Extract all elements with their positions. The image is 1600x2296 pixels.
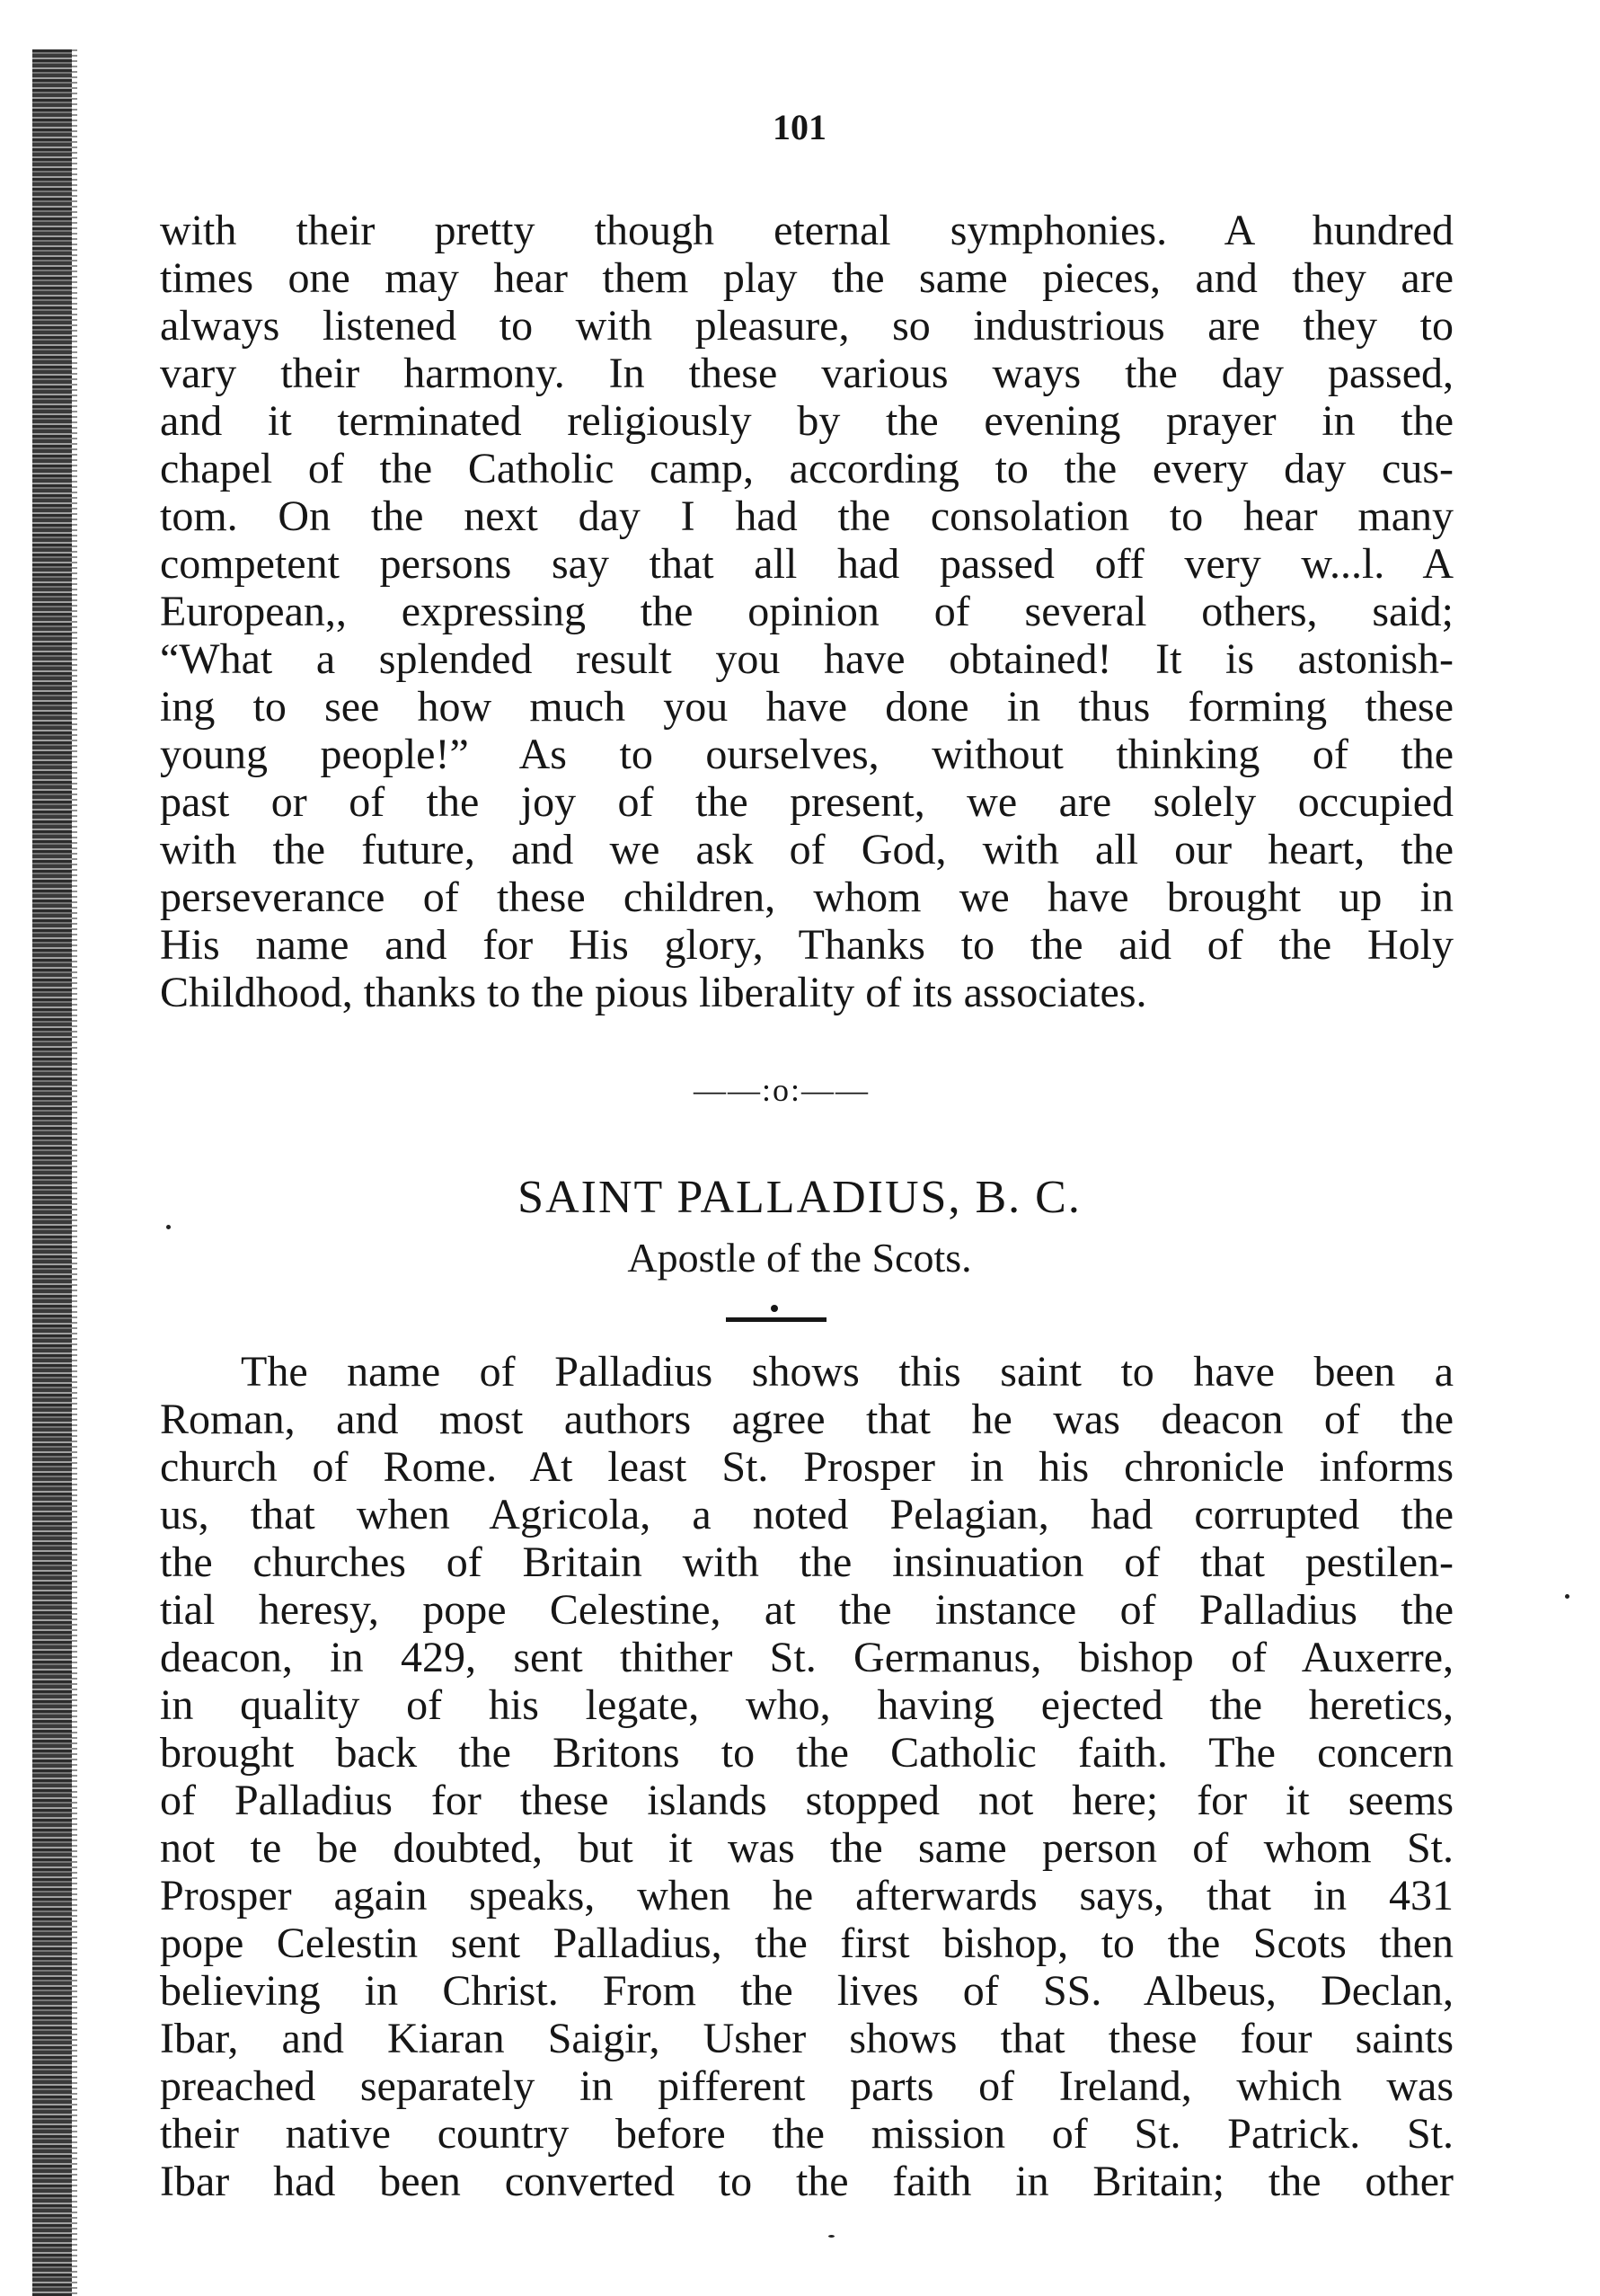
text-line: of Palladius for these islands stopped not here; for it seems <box>160 1777 1454 1824</box>
text-line: Prosper again speaks, when he afterwards says, that in 431 <box>160 1872 1454 1919</box>
book-binding-edge <box>32 49 72 2296</box>
text-line: ing to see how much you have done in thus forming these <box>160 683 1454 731</box>
text-line: with their pretty though eternal symphonies. A hundred <box>160 207 1454 254</box>
text-line: deacon, in 429, sent thither St. Germanus, bishop of Auxerre, <box>160 1634 1454 1681</box>
text-line: times one may hear them play the same pieces, and they are <box>160 254 1454 302</box>
section-separator: ——:o:—— <box>693 1072 870 1108</box>
text-line: with the future, and we ask of God, with all our heart, the <box>160 826 1454 873</box>
text-line: always listened to with pleasure, so industrious are they to <box>160 302 1454 350</box>
text-line: pope Celestin sent Palladius, the first bishop, to the Scots then <box>160 1919 1454 1967</box>
text-line: believing in Christ. From the lives of SS. Albeus, Declan, <box>160 1967 1454 2015</box>
text-line: competent persons say that all had passed off very w...l. A <box>160 540 1454 588</box>
text-line: past or of the joy of the present, we are solely occupied <box>160 778 1454 826</box>
text-line: us, that when Agricola, a noted Pelagian, had corrupted the <box>160 1491 1454 1538</box>
print-speck <box>166 1225 171 1229</box>
ornament-dot <box>771 1305 778 1312</box>
text-line: tom. On the next day I had the consolation to hear many <box>160 492 1454 540</box>
text-line: chapel of the Catholic camp, according to the every day cus- <box>160 445 1454 492</box>
page-number: 101 <box>773 107 827 147</box>
text-line: their native country before the mission of St. Patrick. St. <box>160 2110 1454 2158</box>
text-line: the churches of Britain with the insinuation of that pestilen- <box>160 1538 1454 1586</box>
text-line: in quality of his legate, who, having ejected the heretics, <box>160 1681 1454 1729</box>
section-title: SAINT PALLADIUS, B. C. <box>517 1172 1082 1223</box>
text-line: perseverance of these children, whom we have brought up in <box>160 873 1454 921</box>
text-line: brought back the Britons to the Catholic faith. The concern <box>160 1729 1454 1777</box>
text-line: “What a splended result you have obtained! It is astonish- <box>160 635 1454 683</box>
text-line: His name and for His glory, Thanks to the aid of the Holy <box>160 921 1454 969</box>
text-line: The name of Palladius shows this saint to have been a <box>241 1348 1454 1396</box>
text-line: not te be doubted, but it was the same person of whom St. <box>160 1824 1454 1872</box>
print-speck <box>828 2235 835 2238</box>
print-speck <box>1565 1594 1569 1599</box>
text-line: young people!” As to ourselves, without thinking of the <box>160 731 1454 778</box>
section-subtitle: Apostle of the Scots. <box>627 1235 972 1281</box>
title-rule <box>726 1317 827 1322</box>
text-line: and it terminated religiously by the evening prayer in the <box>160 397 1454 445</box>
text-line: church of Rome. At least St. Prosper in his chronicle informs <box>160 1443 1454 1491</box>
text-line: Ibar, and Kiaran Saigir, Usher shows that these four saints <box>160 2015 1454 2062</box>
text-line: Childhood, thanks to the pious liberality of its associates. <box>160 969 1147 1016</box>
text-line: Roman, and most authors agree that he was deacon of the <box>160 1396 1454 1443</box>
text-line: tial heresy, pope Celestine, at the instance of Palladius the <box>160 1586 1454 1634</box>
text-line: vary their harmony. In these various ways the day passed, <box>160 350 1454 397</box>
text-line: Ibar had been converted to the faith in Britain; the other <box>160 2158 1454 2205</box>
text-line: preached separately in pifferent parts of Ireland, which was <box>160 2062 1454 2110</box>
text-line: European,, expressing the opinion of several others, said; <box>160 588 1454 635</box>
